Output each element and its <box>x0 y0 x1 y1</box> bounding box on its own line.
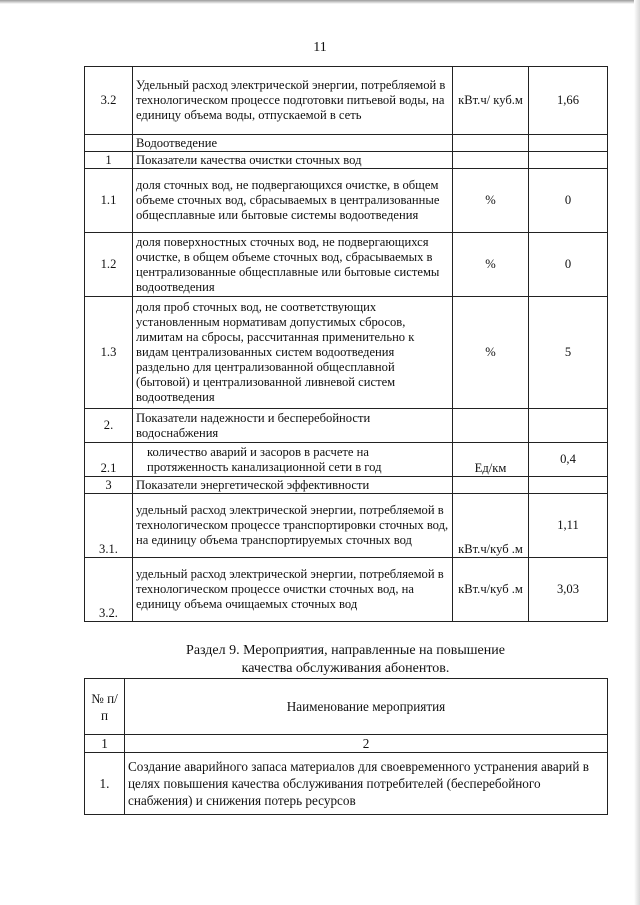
indicator-number <box>85 135 133 152</box>
table-row <box>85 443 608 477</box>
measure-text: Создание аварийного запаса материалов для своевременного устранения аварий в целях повышения качества обслуживания потребителей (бесперебойного снабжения) и снижения потерь ресурсов <box>125 753 608 815</box>
indicators-table <box>84 66 608 622</box>
page-number: 11 <box>313 40 327 55</box>
column-index: 1 <box>85 735 125 753</box>
indicator-name: доля поверхностных сточных вод, не подвергающихся очистке, в общем объеме сточных вод, сбрасываемых в централизованные общесплавные или бытовые системы водоотведения <box>133 233 453 297</box>
table-row <box>85 558 608 622</box>
indicator-unit: % <box>453 169 529 233</box>
scan-edge-top <box>0 0 640 4</box>
indicator-number: 1.2 <box>85 233 133 297</box>
indicator-number: 3 <box>85 477 133 494</box>
table-row <box>85 409 608 443</box>
indicator-number: 1.3 <box>85 297 133 409</box>
table-row <box>85 169 608 233</box>
indicator-name: доля проб сточных вод, не соответствующих установленным нормативам допустимых сбросов, лимитам на сбросы, рассчитанная применительно к видам централизованных систем водоотведения раздельно для централизованной общесплавной (бытовой) и централизованной ливневой систем водоотведения <box>133 297 453 409</box>
indicator-name: Показатели энергетической эффективности <box>133 477 453 494</box>
table-row <box>85 297 608 409</box>
column-header-number: № п/ п <box>85 679 125 735</box>
indicator-number: 3.2. <box>85 558 133 622</box>
indicator-unit: кВт.ч/куб .м <box>453 494 529 558</box>
table-index-row <box>85 735 608 753</box>
indicator-value: 1,11 <box>529 494 608 558</box>
indicator-unit: % <box>453 297 529 409</box>
scan-edge-right <box>634 0 640 905</box>
indicator-number: 3.2 <box>85 67 133 135</box>
indicator-unit: кВт.ч/куб .м <box>453 558 529 622</box>
indicator-name: Удельный расход электрической энергии, потребляемой в технологическом процессе подготовки питьевой воды, на единицу объема воды, отпускаемой в сеть <box>133 67 453 135</box>
indicator-value: 0,4 <box>529 443 608 477</box>
indicator-unit <box>453 477 529 494</box>
section-9-title-line-1: Раздел 9. Мероприятия, направленные на повышение <box>186 643 505 658</box>
table-row <box>85 152 608 169</box>
indicator-value: 0 <box>529 169 608 233</box>
indicator-value: 3,03 <box>529 558 608 622</box>
indicator-number: 2.1 <box>85 443 133 477</box>
indicator-name: удельный расход электрической энергии, потребляемой в технологическом процессе транспортировки сточных вод, на единицу объема транспортируемых сточных вод <box>133 494 453 558</box>
indicator-value: 0 <box>529 233 608 297</box>
indicator-unit: кВт.ч/ куб.м <box>453 67 529 135</box>
indicator-name: Показатели качества очистки сточных вод <box>133 152 453 169</box>
indicator-value <box>529 152 608 169</box>
measures-table <box>84 678 608 815</box>
table-row <box>85 135 608 152</box>
section-9-title-line-2: качества обслуживания абонентов. <box>241 661 450 676</box>
indicator-value <box>529 409 608 443</box>
table-row <box>85 233 608 297</box>
indicator-name: доля сточных вод, не подвергающихся очистке, в общем объеме сточных вод, сбрасываемых в централизованные общесплавные или бытовые системы водоотведения <box>133 169 453 233</box>
table-header-row <box>85 679 608 735</box>
indicator-name: Водоотведение <box>133 135 453 152</box>
table-row <box>85 477 608 494</box>
indicator-value <box>529 135 608 152</box>
indicator-value: 5 <box>529 297 608 409</box>
indicator-unit <box>453 409 529 443</box>
section-9-title <box>84 642 607 678</box>
indicator-name: Показатели надежности и бесперебойности водоснабжения <box>133 409 453 443</box>
measure-number: 1. <box>85 753 125 815</box>
indicator-name: количество аварий и засоров в расчете на протяженность канализационной сети в год <box>133 443 453 477</box>
table-row <box>85 67 608 135</box>
column-header-name: Наименование мероприятия <box>125 679 608 735</box>
indicator-unit <box>453 135 529 152</box>
indicator-number: 1 <box>85 152 133 169</box>
table-row <box>85 753 608 815</box>
indicator-number: 2. <box>85 409 133 443</box>
indicator-unit: % <box>453 233 529 297</box>
table-row <box>85 494 608 558</box>
indicator-unit: Ед/км <box>453 443 529 477</box>
indicator-value: 1,66 <box>529 67 608 135</box>
indicator-name: удельный расход электрической энергии, потребляемой в технологическом процессе очистки сточных вод, на единицу объема очищаемых сточных вод <box>133 558 453 622</box>
indicator-unit <box>453 152 529 169</box>
indicator-value <box>529 477 608 494</box>
indicator-number: 1.1 <box>85 169 133 233</box>
column-index: 2 <box>125 735 608 753</box>
indicator-number: 3.1. <box>85 494 133 558</box>
